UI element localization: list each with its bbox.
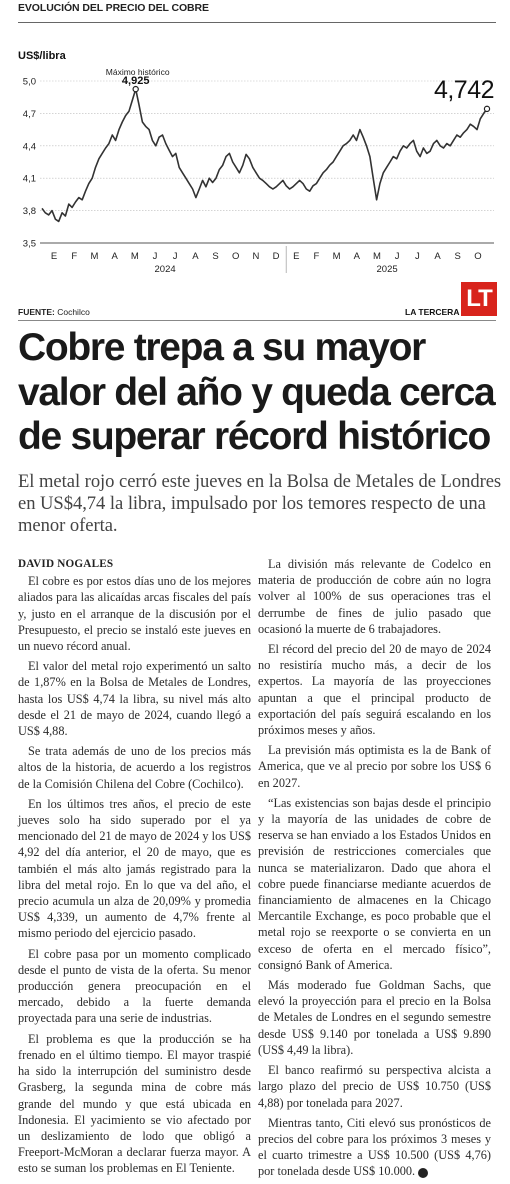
section-title: EVOLUCIÓN DEL PRECIO DEL COBRE <box>18 2 209 14</box>
x-tick-label: J <box>172 251 178 262</box>
lead-paragraph: El metal rojo cerró este jueves en la Bolsa de Metales de Londres en US$4,74 la libra, impulsado por los temores respecto de una menor oferta. <box>18 471 502 536</box>
y-tick-label: 4,7 <box>22 108 36 120</box>
last-value-label: 4,742 <box>433 75 494 104</box>
max-marker <box>133 87 138 92</box>
x-tick-label: S <box>212 251 219 262</box>
end-mark-icon: LT <box>418 1168 428 1178</box>
paragraph: Más moderado fue Goldman Sachs, que elevó la proyección para el precio en la Bolsa de Metales de Londres en el segundo semestre desde US$ 9.140 por tonelada a US$ 9.890 (US$ 4,49 la libra). <box>258 978 491 1057</box>
x-tick-label: J <box>394 251 400 262</box>
x-tick-label: E <box>293 251 300 262</box>
x-tick-label: O <box>474 251 482 262</box>
x-tick-label: A <box>353 251 360 262</box>
byline: DAVID NOGALES <box>18 558 114 570</box>
x-tick-label: E <box>50 251 58 262</box>
x-tick-label: M <box>90 251 99 262</box>
last-marker <box>484 106 489 111</box>
x-tick-label: A <box>434 251 441 262</box>
paragraph: El cobre es por estos días uno de los mejores aliados para las alicaídas arcas fiscales del país y, justo en el arranque de la discusión por el Presupuesto, el precio se instaló este jueves en un nuevo récord anual. <box>18 574 251 654</box>
x-tick-label: S <box>454 251 461 262</box>
x-tick-label: J <box>414 251 420 262</box>
y-tick-label: 4,4 <box>22 141 36 153</box>
max-annotation-label: Máximo histórico <box>105 67 170 77</box>
source-note <box>18 307 90 317</box>
x-tick-label: M <box>332 251 341 262</box>
paragraph: El problema es que la producción se ha frenado en el último tiempo. El mayor traspié ha sido la interrupción del suministro desde Grasberg, la segunda mina de cobre más grande del mundo y que está ubicada en Indonesia. El yacimiento se vio afectado por un deslizamiento de lodo que obligó a Freeport-McMoran a declarar fuerza mayor. A esto se suman los problemas en El Teniente. <box>18 1031 251 1176</box>
y-tick-label: 3,5 <box>22 238 36 250</box>
x-tick-label: F <box>71 251 78 262</box>
paragraph-last <box>258 1115 491 1180</box>
x-tick-label: A <box>111 251 118 262</box>
x-tick-label: A <box>192 251 199 262</box>
paragraph: El valor del metal rojo experimentó un salto de 1,87% en la Bolsa de Metales de Londres, hasta los US$ 4,74 la libra, su nivel más alto desde el 21 de mayo de 2024, cuando llegó a US$ 4,88. <box>18 659 251 739</box>
x-tick-label: J <box>152 251 158 262</box>
year-label: 2025 <box>376 264 398 275</box>
x-tick-label: M <box>373 251 381 262</box>
paragraph: “Las existencias son bajas desde el principio y la mayoría de las unidades de cobre de reserva se han enviado a los Estados Unidos en previsión de restricciones comerciales que nunca se materializaron. Dado que ahora el cobre puede financiarse mediante acuerdos de financiamiento de almacenes en la Chicago Mercantile Exchange, es poco probable que el metal rojo se reexporte o se convierta en un exceso de oferta en el mercado físico”, consignó Bank of America. <box>258 795 491 972</box>
divider <box>18 22 496 23</box>
x-tick-label: N <box>252 251 260 262</box>
x-tick-label: D <box>272 251 280 262</box>
divider <box>18 320 496 321</box>
article-column-2 <box>258 556 491 1184</box>
paragraph: La división más relevante de Codelco en materia de producción de cobre aún no logra volver al 100% de sus operaciones tras el derrumbe de fines de julio pasado que ocasionó la muerte de 6 trabajadores. <box>258 557 491 636</box>
headline: Cobre trepa a su mayor valor del año y queda cerca de superar récord histórico <box>18 326 495 458</box>
source-label: FUENTE: <box>18 307 55 317</box>
paragraph: El banco reafirmó su perspectiva alcista a largo plazo del precio de US$ 10.750 (US$ 4,88) por tonelada para 2027. <box>258 1063 491 1110</box>
max-annotation-value: 4,925 <box>121 75 150 88</box>
paragraph: El cobre pasa por un momento complicado desde el punto de vista de la oferta. Su menor producción genera preocupación en el mercado, debido a la fuerte demanda proyectada para una serie de industrias. <box>18 946 251 1026</box>
y-tick-label: 5,0 <box>22 76 36 88</box>
paragraph: La previsión más optimista es la de Bank of America, que ve al precio por sobre los US$ 6 en 2027. <box>258 743 491 790</box>
brand-name: LA TERCERA <box>405 307 460 317</box>
copper-price-chart <box>0 60 510 282</box>
paragraph: En los últimos tres años, el precio de este jueves solo ha sido superado por el ya mencionado del 21 de mayo de 2024 y los US$ 4,92 del día anterior, el 20 de mayo, que es también el más alto jamás registrado para la libra del metal rojo. En lo que va del año, el precio acumula un alza de 20,09% y promedia US$ 4,339, un aumento de 4,7% frente al mismo periodo del ejercicio pasado. <box>18 796 251 941</box>
source-name: Cochilco <box>57 307 90 317</box>
y-axis-label: US$/libra <box>18 50 66 62</box>
x-tick-label: F <box>313 251 320 262</box>
y-tick-label: 3,8 <box>22 206 36 218</box>
price-line <box>42 89 487 221</box>
x-tick-label: M <box>130 251 139 262</box>
brand-logo: LT <box>461 282 497 316</box>
article-column-1 <box>18 556 251 1181</box>
x-tick-label: O <box>232 251 240 262</box>
paragraph: El récord del precio del 20 de mayo de 2024 no resistiría mucho más, a decir de los expertos. La mayoría de las proyecciones apuntan a que el principal producto de exportación del país seguirá escalando en los próximos meses y años. <box>258 642 491 738</box>
y-tick-label: 4,1 <box>22 173 36 185</box>
paragraph-text: Mientras tanto, Citi elevó sus pronósticos de precios del cobre para los próximos 3 meses y el cuarto trimestre a US$ 10.500 (US$ 4,76) por tonelada desde US$ 10.000. <box>258 1115 491 1179</box>
paragraph: Se trata además de uno de los precios más altos de la historia, de acuerdo a los registros de la Comisión Chilena del Cobre (Cochilco). <box>18 744 251 791</box>
year-label: 2024 <box>154 264 176 275</box>
